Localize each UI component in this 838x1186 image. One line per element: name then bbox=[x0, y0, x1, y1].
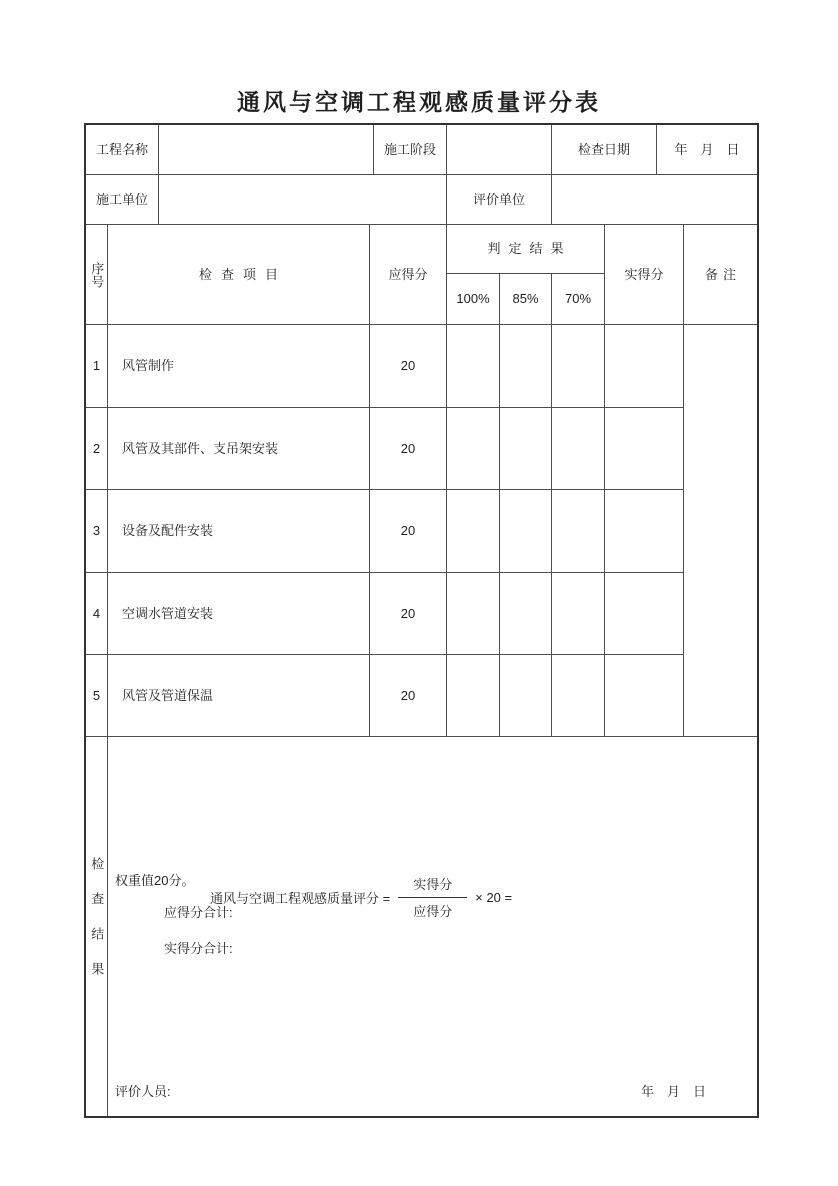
row-due-score: 20 bbox=[370, 573, 447, 655]
col-header-item: 检查项目 bbox=[108, 225, 370, 325]
row-judge-70-field[interactable] bbox=[552, 408, 605, 490]
row-judge-70-field[interactable] bbox=[552, 490, 605, 573]
row-judge-85-field[interactable] bbox=[500, 408, 552, 490]
row-actual-score-field[interactable] bbox=[605, 573, 684, 655]
project-name-label: 工程名称 bbox=[86, 125, 159, 175]
construction-unit-field[interactable] bbox=[159, 175, 447, 225]
construction-stage-label: 施工阶段 bbox=[374, 125, 447, 175]
formula-lhs: 通风与空调工程观感质量评分 = bbox=[210, 890, 391, 906]
row-judge-100-field[interactable] bbox=[447, 325, 500, 408]
page-title: 通风与空调工程观感质量评分表 bbox=[237, 89, 601, 115]
row-judge-70-field[interactable] bbox=[552, 655, 605, 737]
row-item: 设备及配件安装 bbox=[108, 490, 370, 573]
construction-stage-field[interactable] bbox=[447, 125, 552, 175]
construction-unit-label: 施工单位 bbox=[86, 175, 159, 225]
row-actual-score-field[interactable] bbox=[605, 490, 684, 573]
row-judge-85-field[interactable] bbox=[500, 325, 552, 408]
row-no: 2 bbox=[86, 408, 108, 490]
row-judge-100-field[interactable] bbox=[447, 655, 500, 737]
col-header-due-score: 应得分 bbox=[370, 225, 447, 325]
col-header-85: 85% bbox=[500, 274, 552, 325]
row-actual-score-field[interactable] bbox=[605, 325, 684, 408]
row-judge-85-field[interactable] bbox=[500, 573, 552, 655]
formula-rhs: × 20 = bbox=[475, 889, 513, 905]
formula-denominator: 应得分 bbox=[413, 904, 453, 919]
col-header-judgement: 判定结果 bbox=[447, 225, 605, 274]
inspection-date-label: 检查日期 bbox=[552, 125, 657, 175]
row-no: 5 bbox=[86, 655, 108, 737]
due-total-label[interactable]: 应得分合计: bbox=[164, 905, 233, 920]
score-sheet bbox=[84, 123, 759, 1118]
evaluation-unit-label: 评价单位 bbox=[447, 175, 552, 225]
row-no: 4 bbox=[86, 573, 108, 655]
row-actual-score-field[interactable] bbox=[605, 408, 684, 490]
col-header-actual-score: 实得分 bbox=[605, 225, 684, 325]
row-no: 1 bbox=[86, 325, 108, 408]
row-judge-85-field[interactable] bbox=[500, 655, 552, 737]
formula-fraction bbox=[398, 874, 467, 920]
evaluation-date-label[interactable]: 年 月 日 bbox=[641, 1084, 707, 1099]
row-judge-85-field[interactable] bbox=[500, 490, 552, 573]
row-item: 空调水管道安装 bbox=[108, 573, 370, 655]
row-judge-70-field[interactable] bbox=[552, 573, 605, 655]
row-due-score: 20 bbox=[370, 325, 447, 408]
row-actual-score-field[interactable] bbox=[605, 655, 684, 737]
row-due-score: 20 bbox=[370, 655, 447, 737]
inspection-date-field[interactable]: 年 月 日 bbox=[657, 125, 757, 175]
result-section-body bbox=[108, 737, 757, 1116]
evaluator-label[interactable]: 评价人员: bbox=[115, 1084, 171, 1099]
score-formula bbox=[210, 871, 512, 923]
row-due-score: 20 bbox=[370, 408, 447, 490]
row-due-score: 20 bbox=[370, 490, 447, 573]
remarks-field[interactable] bbox=[684, 325, 757, 737]
row-item: 风管及其部件、支吊架安装 bbox=[108, 408, 370, 490]
row-judge-100-field[interactable] bbox=[447, 490, 500, 573]
row-judge-100-field[interactable] bbox=[447, 408, 500, 490]
project-name-field[interactable] bbox=[159, 125, 374, 175]
formula-numerator: 实得分 bbox=[398, 874, 467, 898]
row-item: 风管及管道保温 bbox=[108, 655, 370, 737]
col-header-70: 70% bbox=[552, 274, 605, 325]
row-item: 风管制作 bbox=[108, 325, 370, 408]
row-judge-70-field[interactable] bbox=[552, 325, 605, 408]
actual-total-label[interactable]: 实得分合计: bbox=[164, 941, 233, 956]
col-header-100: 100% bbox=[447, 274, 500, 325]
col-header-no: 序号 bbox=[86, 225, 108, 325]
row-judge-100-field[interactable] bbox=[447, 573, 500, 655]
col-header-remarks: 备注 bbox=[684, 225, 757, 325]
weight-note: 权重值20分。 bbox=[115, 873, 195, 888]
evaluation-unit-field[interactable] bbox=[552, 175, 757, 225]
result-section-label: 检查结果 bbox=[86, 737, 108, 1116]
row-no: 3 bbox=[86, 490, 108, 573]
